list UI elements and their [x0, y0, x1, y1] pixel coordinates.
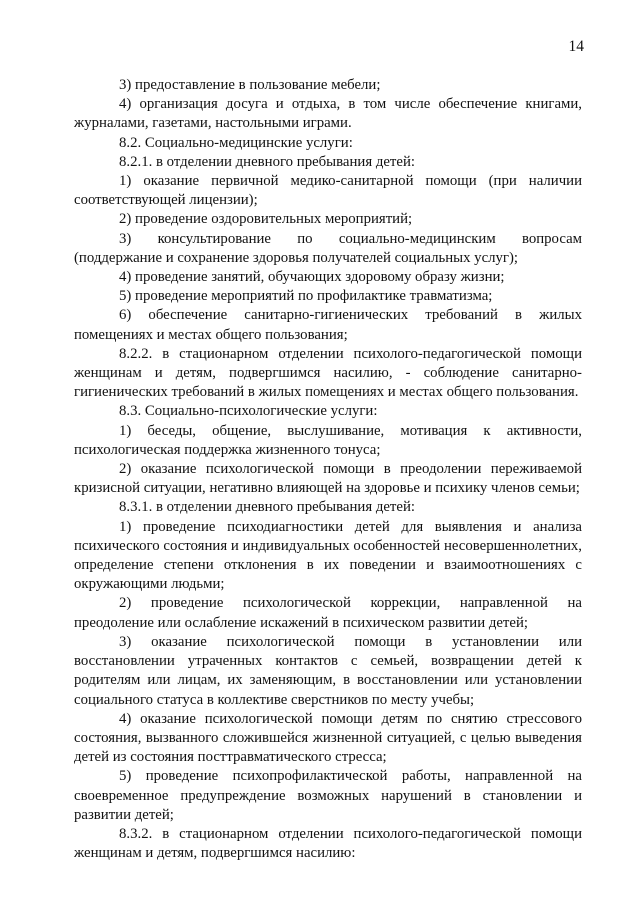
- paragraph: 3) оказание психологической помощи в установлении или восстановлении утраченных контактов с семьей, возвращении детей к родителям или лицам, их заменяющим, в восстановлении или установлении социального статуса в коллективе сверстников по месту учебы;: [74, 633, 582, 708]
- document-body: [74, 76, 582, 863]
- paragraph: 5) проведение мероприятий по профилактике травматизма;: [119, 288, 493, 305]
- subsection-heading: 8.3.2. в стационарном отделении психолого-педагогической помощи женщинам и детям, подвергшимся насилию:: [74, 825, 582, 862]
- paragraph: 1) проведение психодиагностики детей для выявления и анализа психического состояния и индивидуальных особенностей несовершеннолетних, определение степени отклонения в их поведении и взаимоотношениях с окружающими людьми;: [74, 518, 582, 593]
- paragraph: 1) оказание первичной медико-санитарной помощи (при наличии соответствующей лицензии);: [74, 173, 582, 209]
- section-heading: 8.3. Социально-психологические услуги:: [119, 403, 378, 420]
- page-number: 14: [568, 38, 584, 55]
- paragraph: 4) проведение занятий, обучающих здоровому образу жизни;: [119, 269, 505, 286]
- subsection-heading: 8.2.1. в отделении дневного пребывания детей:: [119, 153, 415, 170]
- paragraph: 2) проведение психологической коррекции, направленной на преодоление или ослабление искажений в психическом развитии детей;: [74, 595, 582, 631]
- paragraph: 8.2.2. в стационарном отделении психолого-педагогической помощи женщинам и детям, подвергшимся насилию, - соблюдение санитарно-гигиенических требований в жилых помещениях и местах общего пользования.: [74, 345, 582, 401]
- paragraph: 3) предоставление в пользование мебели;: [119, 77, 381, 93]
- paragraph: 3) консультирование по социально-медицинским вопросам (поддержание и сохранение здоровья получателей социальных услуг);: [74, 230, 582, 266]
- paragraph: 5) проведение психопрофилактической работы, направленной на своевременное предупреждение возможных нарушений в становлении и развитии детей;: [74, 768, 582, 823]
- section-heading: 8.2. Социально-медицинские услуги:: [119, 134, 353, 151]
- paragraph: 4) организация досуга и отдыха, в том числе обеспечение книгами, журналами, газетами, настольными играми.: [74, 96, 582, 132]
- paragraph: 2) проведение оздоровительных мероприятий;: [119, 211, 413, 228]
- subsection-heading: 8.3.1. в отделении дневного пребывания детей:: [119, 499, 415, 516]
- paragraph: 2) оказание психологической помощи в преодолении переживаемой кризисной ситуации, негативно влияющей на здоровье и психику членов семьи;: [74, 461, 582, 497]
- paragraph: 1) беседы, общение, выслушивание, мотивация к активности, психологическая поддержка жизненного тонуса;: [74, 422, 582, 458]
- paragraph: 6) обеспечение санитарно-гигиенических требований в жилых помещениях и местах общего пользования;: [74, 307, 582, 343]
- paragraph: 4) оказание психологической помощи детям по снятию стрессового состояния, вызванного сложившейся жизненной ситуацией, с целью выведения детей из состояния посттравматического стресса;: [74, 710, 582, 766]
